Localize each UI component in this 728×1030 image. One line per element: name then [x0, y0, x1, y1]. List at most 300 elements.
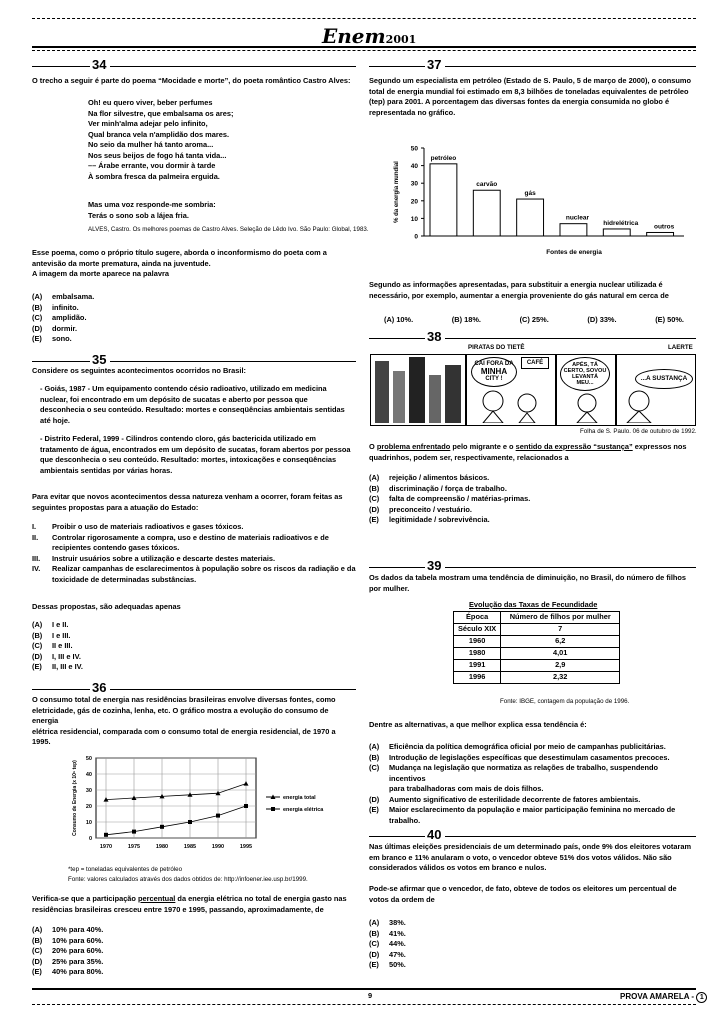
q36-question-line2: residências brasileiras cresceu entre 1970 e 1995, passando, aproximadamente, de: [32, 905, 324, 914]
text-line: necessário, por exemplo, aumentar a energia proveniente do gás natural em cerca de: [369, 290, 669, 300]
bar: [473, 190, 500, 236]
proposal-item: [32, 564, 356, 575]
text-line: até hoje.: [40, 415, 70, 425]
q38-question-underline-2: sentido da expressão “sustança”: [515, 442, 633, 451]
q37-body: [369, 76, 696, 118]
fertility-table-source: Fonte: IBGE, contagem da população de 1996.: [500, 698, 630, 705]
q38-number: 38: [427, 329, 442, 344]
q39-question: Dentre as alternativas, a que melhor explica essa tendência é:: [369, 720, 587, 729]
answer-option: [32, 292, 332, 303]
answer-option-text: infinito.: [52, 302, 79, 312]
answer-option-letter: (C): [32, 641, 43, 651]
q38-question-line2: quadrinhos, podem ser, respectivamente, relacionados a: [369, 453, 569, 462]
answer-option-text: Introdução de legislações específicas que desestimulam casamentos precoces.: [389, 752, 670, 762]
character-body: [483, 411, 535, 423]
table-cell: 1991: [454, 660, 501, 672]
answer-option: [369, 795, 696, 806]
poem-verse: Nos seus beijos de fogo há tanta vida...: [88, 150, 227, 160]
q39-body: [369, 573, 696, 594]
x-tick-label: 1985: [183, 844, 197, 850]
proposal-item-letter: III.: [32, 553, 41, 563]
q34-rule-left: [32, 66, 90, 67]
answer-option-letter: (B): [369, 483, 380, 493]
poem-verse: Ver minh'alma adejar pelo infinito,: [88, 119, 208, 129]
proposal-item: [32, 575, 356, 586]
q38-question-post: expressos nos: [632, 442, 687, 451]
proposal-item-letter: I.: [32, 522, 37, 531]
q37-number: 37: [427, 57, 442, 72]
building-shape: [393, 371, 405, 423]
answer-option-letter: (D): [369, 949, 380, 959]
answer-option-letter: (C): [369, 494, 380, 504]
bar: [430, 164, 457, 236]
answer-option-letter: (C): [32, 313, 43, 323]
comic-panel-2: [466, 354, 556, 426]
q35-proposals: [32, 522, 356, 585]
table-row: [454, 672, 620, 684]
q38-rule-right: [445, 338, 696, 339]
text-line: Esse poema, como o próprio título sugere, aborda o inconformismo do poeta com a: [32, 248, 327, 257]
proposal-item-letter: II.: [32, 532, 39, 542]
text-line: que desconhecia o seu conteúdo. Resultado: mortes, intoxicações e conseqüências: [40, 455, 337, 465]
answer-option: (E) 50%.: [655, 315, 684, 324]
y-tick-label: 50: [410, 145, 418, 153]
answer-option-text: falta de compreensão / matérias-primas.: [389, 494, 531, 504]
q40-rule-right: [445, 836, 696, 837]
answer-option-text: 38%.: [389, 918, 406, 927]
answer-option-text: II e III.: [52, 641, 73, 651]
answer-option: [32, 652, 332, 663]
x-tick-label: 1995: [239, 844, 253, 850]
q34-rule-right: [110, 66, 356, 67]
y-tick-label: 0: [414, 233, 418, 241]
data-point: [132, 830, 136, 834]
q39-rule-right: [445, 567, 696, 568]
bar: [603, 229, 630, 236]
poem-verse: Mas uma voz responde-me sombria:: [88, 200, 216, 209]
q36-footnote-source: Fonte: valores calculados através dos dados obtidos de: http://infoener.iee.usp.br/1999.: [68, 876, 308, 883]
q36-number: 36: [92, 680, 107, 695]
y-tick-label: 0: [88, 836, 92, 842]
q37-rule-left: [369, 66, 425, 67]
table-cell: 4,01: [501, 648, 620, 660]
answer-option: [32, 631, 332, 642]
poem-verse: –– Árabe errante, vou dormir à tarde: [88, 161, 216, 171]
balloon-2-line: MEU...: [576, 380, 594, 387]
character-head: [483, 391, 503, 411]
q35-rule-left: [32, 361, 90, 362]
comic-panel-1-drawing: [371, 355, 465, 425]
y-tick-label: 10: [85, 820, 92, 826]
text-line: ambientais sentidas por várias horas.: [40, 465, 173, 475]
text-line: Segundo um especialista em petróleo (Estado de S. Paulo, 5 de março de 2000), o consumo: [369, 76, 691, 85]
answer-option: [32, 313, 332, 324]
q39-number: 39: [427, 558, 442, 573]
text-line: desconhecia o seu conteúdo. Resultado: mortes e conseqüências ambientais sentidas: [40, 405, 345, 415]
comic-character: [621, 389, 661, 423]
answer-option: [369, 950, 669, 961]
data-point: [216, 814, 220, 818]
bar-category-label: nuclear: [565, 214, 589, 222]
energy-consumption-line-chart: [66, 752, 356, 862]
speech-balloon-2: [560, 357, 610, 391]
answer-option-text: I e II.: [52, 620, 69, 629]
text-line: Segundo as informações apresentadas, para substituir a energia nuclear utilizada é: [369, 280, 663, 289]
answer-option-letter: (C): [32, 946, 43, 956]
circled-one-icon: 1: [696, 992, 707, 1003]
q34-intro: O trecho a seguir é parte do poema “Mocidade e morte”, do poeta romântico Castro Alves:: [32, 76, 351, 85]
comic-credit: Folha de S. Paulo. 06 de outubro de 1992.: [580, 428, 697, 435]
answer-option: [32, 957, 332, 968]
footer-label: [620, 991, 707, 1003]
answer-option-letter: (B): [32, 935, 43, 945]
answer-option-text: embalsama.: [52, 292, 95, 301]
q37-options: [384, 315, 684, 326]
table-cell: 6,2: [501, 636, 620, 648]
x-tick-label: 1975: [127, 844, 141, 850]
answer-option: [369, 784, 696, 795]
bar: [560, 224, 587, 236]
answer-option-letter: (D): [32, 323, 43, 333]
answer-option-text: trabalho.: [389, 815, 421, 825]
bar-category-label: outros: [653, 223, 675, 231]
q34-poem-stanza-2: [88, 200, 216, 221]
answer-option: [32, 936, 332, 947]
q35-intro: Considere os seguintes acontecimentos ocorridos no Brasil:: [32, 366, 246, 375]
q34-number: 34: [92, 57, 107, 72]
speech-balloon-3: ...A SUSTANÇA: [635, 369, 693, 389]
answer-option: [369, 805, 696, 816]
q36-question-pre: Verifica-se que a participação: [32, 894, 138, 903]
answer-option: [369, 918, 669, 929]
q36-rule-left: [32, 689, 90, 690]
x-tick-label: 1990: [211, 844, 225, 850]
answer-option: [369, 960, 669, 971]
q34-options: [32, 292, 332, 345]
answer-option: (A) 10%.: [384, 315, 414, 324]
character-head: [578, 394, 596, 412]
balloon-2-line: LEVANTÁ: [572, 374, 598, 381]
answer-option: [369, 753, 696, 764]
building-shape: [409, 357, 425, 423]
answer-option-letter: [369, 784, 389, 795]
data-point: [244, 804, 248, 808]
answer-option-text: amplidão.: [52, 313, 87, 323]
q36-rule-right: [110, 689, 356, 690]
answer-option-letter: (E): [369, 805, 379, 815]
y-tick-label: 30: [85, 788, 92, 794]
bar-category-label: carvão: [476, 181, 498, 189]
header-rule: [32, 46, 696, 48]
answer-option: [32, 946, 332, 957]
text-line: antevisão da morte prematura, ainda na juventude.: [32, 258, 211, 268]
answer-option-letter: (E): [32, 967, 42, 977]
text-line: nuclear, foi encontrado em um depósito de sucatas e aberto por pessoa que: [40, 394, 308, 404]
comic-character: [567, 393, 607, 423]
proposal-item-letter: [32, 575, 52, 586]
footer-rule: [32, 988, 696, 990]
comic-panel-3: [556, 354, 616, 426]
answer-option: [32, 925, 332, 936]
balloon-1-line: CITY !: [485, 376, 503, 383]
poem-verse: Oh! eu quero viver, beber perfumes: [88, 98, 213, 107]
balloon-1-line: CAI FORA DA: [474, 361, 514, 367]
q40-number: 40: [427, 827, 442, 842]
proposal-item-text: Instruir usuários sobre a utilização e descarte destes materiais.: [52, 553, 276, 563]
text-line: elétrica residencial, comparada com o consumo total de energia residencial, de 1970 a: [32, 726, 336, 736]
answer-option: [369, 484, 696, 495]
table-cell: Século XIX: [454, 624, 501, 636]
answer-option: [369, 816, 696, 827]
q35-body: [32, 492, 356, 513]
x-axis-label: Fontes de energia: [546, 249, 602, 256]
building-shape: [375, 361, 389, 423]
footer-rule-dashed: [32, 1004, 696, 1005]
q38-options: [369, 473, 696, 526]
character-body: [577, 412, 597, 423]
poem-verse: No seio da mulher há tanto aroma...: [88, 140, 214, 150]
q35-rule-right: [110, 361, 356, 362]
legend-marker: [271, 807, 275, 811]
bar-category-label: gás: [524, 190, 536, 198]
q35-question: Dessas propostas, são adequadas apenas: [32, 602, 181, 611]
answer-option-letter: (E): [369, 515, 379, 525]
cafe-sign: CAFÉ: [521, 357, 549, 369]
character-head: [629, 391, 649, 411]
q38-question-underline-1: problema enfrentado: [376, 442, 451, 451]
proposal-item-letter: [32, 543, 52, 554]
text-line: 1995.: [32, 737, 51, 747]
comic-title: PIRATAS DO TIETÊ: [468, 344, 525, 351]
answer-option-text: I e III.: [52, 630, 71, 640]
y-axis-label: Consumo de Energia (x 10⁶ tep): [72, 760, 78, 836]
table-header-row: [454, 612, 620, 624]
answer-option: [369, 515, 696, 526]
proposal-item-text: Controlar rigorosamente a compra, uso e destino de materiais radioativos e de: [52, 532, 329, 542]
q40-question: [369, 884, 696, 905]
chart-legend: [266, 795, 324, 814]
data-point: [104, 833, 108, 837]
x-tick-label: 1980: [155, 844, 169, 850]
answer-option-text: 44%.: [389, 939, 406, 949]
character-head: [518, 394, 536, 412]
q34-body: [32, 248, 356, 280]
fertility-table: [453, 611, 620, 684]
y-tick-label: 20: [85, 804, 92, 810]
page-number: 9: [368, 991, 373, 1000]
answer-option: [32, 324, 332, 335]
world-energy-bar-chart: [380, 140, 686, 262]
proposal-item: [32, 554, 356, 565]
text-line: por mulher.: [369, 583, 410, 593]
table-header-cell: Época: [454, 612, 501, 624]
data-point: [160, 825, 164, 829]
answer-option-text: Maior esclarecimento da população e maior participação feminina no mercado de: [389, 805, 676, 815]
answer-option: [369, 494, 696, 505]
q40-body: [369, 842, 696, 874]
text-line: Para evitar que novos acontecimentos dessa natureza venham a ocorrer, foram feitas as: [32, 492, 343, 501]
answer-option: [32, 334, 332, 345]
y-tick-label: 50: [85, 756, 92, 762]
answer-option-text: dormir.: [52, 323, 78, 333]
table-cell: 7: [501, 624, 620, 636]
answer-option: [369, 929, 669, 940]
header-rule-top: [32, 18, 696, 19]
answer-option-letter: (A): [32, 292, 43, 301]
footer-label-text: PROVA AMARELA -: [620, 992, 697, 1001]
text-line: Pode-se afirmar que o vencedor, de fato, obteve de todos os eleitores um percentual de: [369, 884, 677, 893]
q39-options: [369, 742, 696, 826]
proposal-item-letter: IV.: [32, 564, 41, 574]
proposal-item-text: toxicidade de determinadas substâncias.: [52, 574, 197, 584]
answer-option-letter: (D): [369, 794, 380, 804]
q37-rule-right: [445, 66, 696, 67]
answer-option-letter: (A): [369, 918, 380, 927]
text-line: representada no gráfico.: [369, 107, 456, 117]
answer-option: [32, 620, 332, 631]
answer-option-text: 41%.: [389, 928, 406, 938]
proposal-item: [32, 522, 356, 533]
answer-option-letter: (A): [32, 620, 43, 629]
header-rule-dashed: [32, 50, 696, 51]
poem-verse: À sombra fresca da palmeira erguida.: [88, 171, 220, 181]
text-line: eletricidade, gás de cozinha, lenha, etc. O gráfico mostra a evolução do consumo de energia: [32, 705, 329, 726]
table-row: [454, 624, 620, 636]
bar: [647, 232, 674, 236]
table-row: [454, 636, 620, 648]
data-point: [188, 820, 192, 824]
answer-option: (D) 33%.: [587, 315, 617, 324]
q36-question: [32, 894, 347, 905]
answer-option-text: legitimidade / sobrevivência.: [389, 515, 490, 525]
q38-question: [369, 442, 687, 453]
comic-characters: [477, 389, 547, 423]
answer-option: [32, 303, 332, 314]
comic-author: LAERTE: [668, 344, 693, 351]
answer-option-letter: (B): [32, 630, 43, 640]
table-row: [454, 660, 620, 672]
y-tick-label: 20: [410, 198, 418, 206]
building-shape: [445, 365, 461, 423]
text-line: O consumo total de energia nas residências brasileiras envolve diversas fontes, como: [32, 695, 336, 704]
table-cell: 1960: [454, 636, 501, 648]
text-line: considerados válidos os votos em branco e nulos.: [369, 863, 547, 873]
answer-option-text: I, III e IV.: [52, 651, 81, 661]
q34-source: ALVES, Castro. Os melhores poemas de Castro Alves. Seleção de Lêdo Ivo. São Paulo: Global, 1983.: [88, 226, 369, 233]
fertility-table-title: Evolução das Taxas de Fecundidade: [469, 600, 598, 609]
logo-year: 2001: [385, 33, 417, 46]
balloon-1-line: MINHA: [480, 366, 508, 376]
q36-question-emphasis: percentual: [137, 894, 176, 903]
plot-frame: [96, 758, 256, 838]
answer-option-letter: (A): [369, 473, 380, 482]
answer-option: (B) 18%.: [451, 315, 481, 324]
proposal-item: [32, 533, 356, 544]
q36-body: [32, 695, 356, 748]
text-line: em branco e 11% anularam o voto, o vencedor obteve 51% dos votos válidos. Não são: [369, 852, 672, 862]
answer-option: [369, 505, 696, 516]
answer-option: [369, 742, 696, 753]
balloon-2-line: APÉS, TÁ: [572, 362, 598, 368]
answer-option-letter: (D): [32, 651, 43, 661]
text-line: seguintes propostas para a atuação do Estado:: [32, 502, 199, 512]
y-tick-label: 10: [410, 215, 418, 223]
answer-option-letter: (B): [369, 928, 380, 938]
table-cell: 1996: [454, 672, 501, 684]
building-shape: [429, 375, 441, 423]
legend-label: energia elétrica: [283, 807, 324, 813]
answer-option-letter: (E): [369, 960, 379, 970]
text-line: tratamento de água, encontrados em um depósito de sucatas, foram abertos por pessoa: [40, 444, 351, 454]
text-line: (tep) para 2001. A porcentagem das diversas fontes da energia consumida no globo é: [369, 97, 670, 107]
q36-question-post: da energia elétrica no total de energia gasto nas: [175, 894, 347, 903]
answer-option-text: Eficiência da política demográfica oficial por meio de campanhas publicitárias.: [389, 742, 666, 751]
q35-options: [32, 620, 332, 673]
q37-question: [369, 280, 696, 301]
q35-event-goias: [40, 384, 356, 426]
answer-option: (C) 25%.: [519, 315, 549, 324]
proposal-item: [32, 543, 356, 554]
answer-option-letter: [369, 816, 389, 827]
answer-option: [369, 939, 669, 950]
legend-label: energia total: [283, 795, 316, 801]
text-line: Os dados da tabela mostram uma tendência de diminuição, no Brasil, do número de filhos: [369, 573, 687, 582]
poem-verse: Qual branca vela n'amplidão dos mares.: [88, 129, 229, 139]
q38-question-pre: O: [369, 442, 377, 451]
table-cell: 1980: [454, 648, 501, 660]
poem-verse: Terás o sono sob a lájea fria.: [88, 210, 189, 220]
text-line: votos da ordem de: [369, 894, 435, 904]
answer-option-letter: (D): [369, 504, 380, 514]
q38-question-mid: pelo migrante e o: [450, 442, 516, 451]
bar-category-label: petróleo: [430, 154, 457, 162]
answer-option-text: 40% para 80%.: [52, 967, 104, 977]
text-line: - Distrito Federal, 1999 - Cilindros contendo cloro, gás bactericida utilizado em: [40, 434, 316, 443]
answer-option-letter: (E): [32, 662, 42, 672]
answer-option-text: II, III e IV.: [52, 662, 83, 672]
q36-footnote-tep: *tep = toneladas equivalentes de petróleo: [68, 866, 183, 873]
speech-balloon-1: [471, 357, 517, 387]
logo-text: Enem: [322, 24, 386, 48]
answer-option-letter: (E): [32, 334, 42, 344]
answer-option-text: 10% para 40%.: [52, 925, 104, 934]
text-line: A imagem da morte aparece na palavra: [32, 269, 169, 279]
answer-option-text: 25% para 35%.: [52, 956, 104, 966]
answer-option-text: sono.: [52, 334, 72, 344]
answer-option-text: 10% para 60%.: [52, 935, 104, 945]
q38-rule-left: [369, 338, 425, 339]
character-body: [627, 411, 651, 423]
y-axis-label: % da energia mundial: [394, 161, 400, 223]
answer-option-letter: (D): [32, 956, 43, 966]
proposal-item-text: Proibir o uso de materiais radioativos e gases tóxicos.: [52, 522, 244, 531]
y-tick-label: 40: [410, 163, 418, 171]
answer-option-letter: (C): [369, 939, 380, 949]
answer-option-text: 47%.: [389, 949, 406, 959]
answer-option-text: Aumento significativo de esterilidade decorrente de fatores ambientais.: [389, 794, 641, 804]
table-row: [454, 648, 620, 660]
q34-poem-stanza-1: [88, 98, 233, 182]
answer-option-letter: (A): [369, 742, 380, 751]
text-line: total de energia mundial foi estimado em 8,3 bilhões de toneladas equivalentes de petróleo: [369, 86, 689, 96]
comic-panel-4: [616, 354, 696, 426]
proposal-item-text: Realizar campanhas de esclarecimentos à população sobre os riscos da radiação e da: [52, 564, 356, 574]
bar-category-label: hidrelétrica: [603, 219, 639, 227]
answer-option: [32, 641, 332, 652]
proposal-item-text: recipientes contendo gases tóxicos.: [52, 543, 180, 553]
answer-option: [369, 763, 696, 784]
bar: [517, 199, 544, 236]
